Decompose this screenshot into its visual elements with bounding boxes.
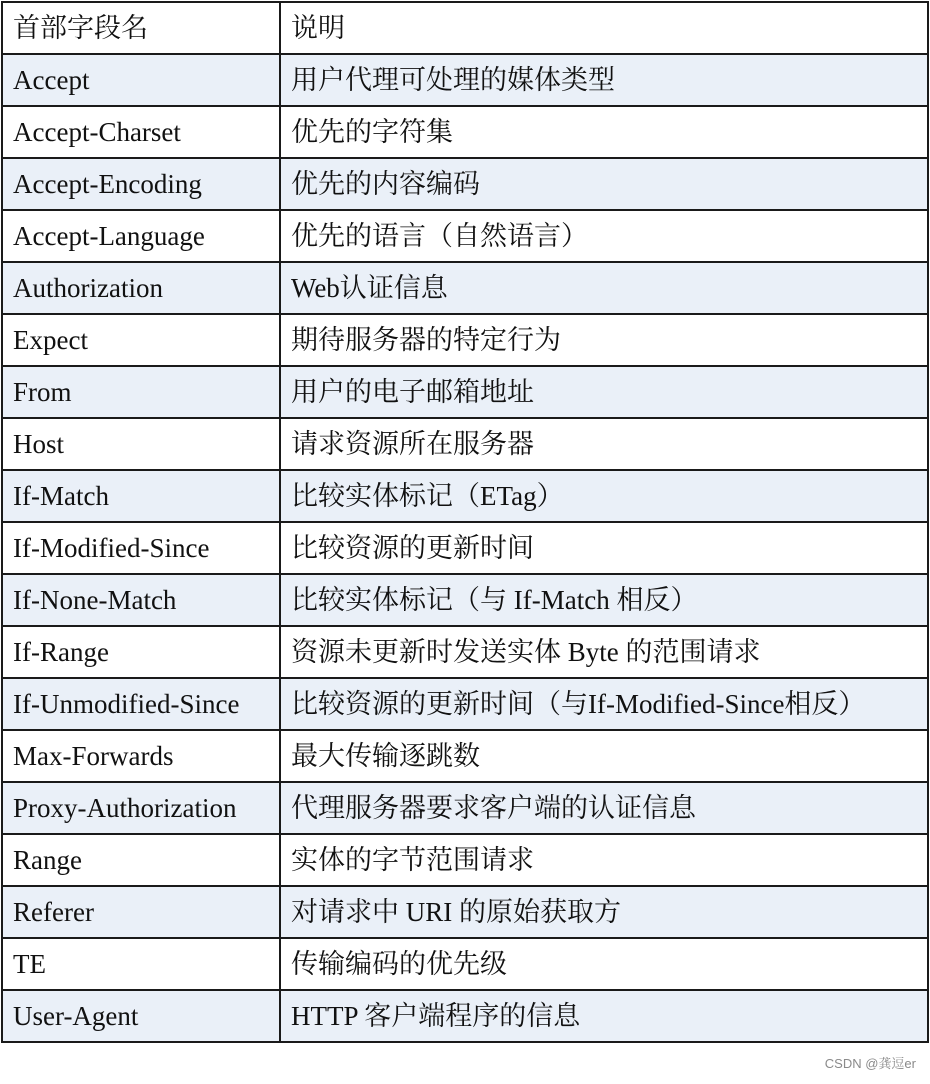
table-row: [2, 834, 928, 886]
field-name-cell: Range: [2, 834, 280, 886]
table-row: [2, 106, 928, 158]
table-row: [2, 470, 928, 522]
description-cell: HTTP 客户端程序的信息: [280, 990, 928, 1042]
description-cell: 用户代理可处理的媒体类型: [280, 54, 928, 106]
header-cell-field-name: 首部字段名: [2, 2, 280, 54]
description-cell: 实体的字节范围请求: [280, 834, 928, 886]
table-row: [2, 574, 928, 626]
header-cell-description: 说明: [280, 2, 928, 54]
field-name-cell: Authorization: [2, 262, 280, 314]
description-cell: 请求资源所在服务器: [280, 418, 928, 470]
description-cell: 用户的电子邮箱地址: [280, 366, 928, 418]
table-row: [2, 158, 928, 210]
field-name-cell: From: [2, 366, 280, 418]
description-cell: 优先的语言（自然语言）: [280, 210, 928, 262]
field-name-cell: TE: [2, 938, 280, 990]
table-body: [2, 2, 928, 1042]
field-name-cell: If-Modified-Since: [2, 522, 280, 574]
field-name-cell: Accept-Encoding: [2, 158, 280, 210]
table-row: [2, 262, 928, 314]
field-name-cell: Max-Forwards: [2, 730, 280, 782]
description-cell: 比较实体标记（ETag）: [280, 470, 928, 522]
description-cell: 比较资源的更新时间: [280, 522, 928, 574]
field-name-cell: If-None-Match: [2, 574, 280, 626]
table-row: [2, 730, 928, 782]
field-name-cell: If-Unmodified-Since: [2, 678, 280, 730]
description-cell: 优先的内容编码: [280, 158, 928, 210]
description-cell: 对请求中 URI 的原始获取方: [280, 886, 928, 938]
table-row: [2, 314, 928, 366]
field-name-cell: Accept-Language: [2, 210, 280, 262]
field-name-cell: Proxy-Authorization: [2, 782, 280, 834]
description-cell: 比较资源的更新时间（与If-Modified-Since相反）: [280, 678, 928, 730]
table-row: [2, 990, 928, 1042]
table-row: [2, 366, 928, 418]
description-cell: 最大传输逐跳数: [280, 730, 928, 782]
field-name-cell: If-Range: [2, 626, 280, 678]
table-row: [2, 938, 928, 990]
field-name-cell: Referer: [2, 886, 280, 938]
http-request-headers-table: [1, 1, 929, 1043]
csdn-watermark: CSDN @龚逗er: [824, 1056, 916, 1071]
table-row: [2, 626, 928, 678]
description-cell: Web认证信息: [280, 262, 928, 314]
field-name-cell: User-Agent: [2, 990, 280, 1042]
table-row: [2, 418, 928, 470]
field-name-cell: If-Match: [2, 470, 280, 522]
field-name-cell: Expect: [2, 314, 280, 366]
table-row: [2, 886, 928, 938]
description-cell: 优先的字符集: [280, 106, 928, 158]
table-row: [2, 210, 928, 262]
description-cell: 资源未更新时发送实体 Byte 的范围请求: [280, 626, 928, 678]
description-cell: 代理服务器要求客户端的认证信息: [280, 782, 928, 834]
field-name-cell: Accept-Charset: [2, 106, 280, 158]
table-row: [2, 782, 928, 834]
http-request-headers-table-container: [1, 1, 927, 1043]
field-name-cell: Host: [2, 418, 280, 470]
table-header-row: [2, 2, 928, 54]
description-cell: 期待服务器的特定行为: [280, 314, 928, 366]
table-row: [2, 678, 928, 730]
description-cell: 比较实体标记（与 If-Match 相反）: [280, 574, 928, 626]
table-row: [2, 54, 928, 106]
field-name-cell: Accept: [2, 54, 280, 106]
table-row: [2, 522, 928, 574]
description-cell: 传输编码的优先级: [280, 938, 928, 990]
